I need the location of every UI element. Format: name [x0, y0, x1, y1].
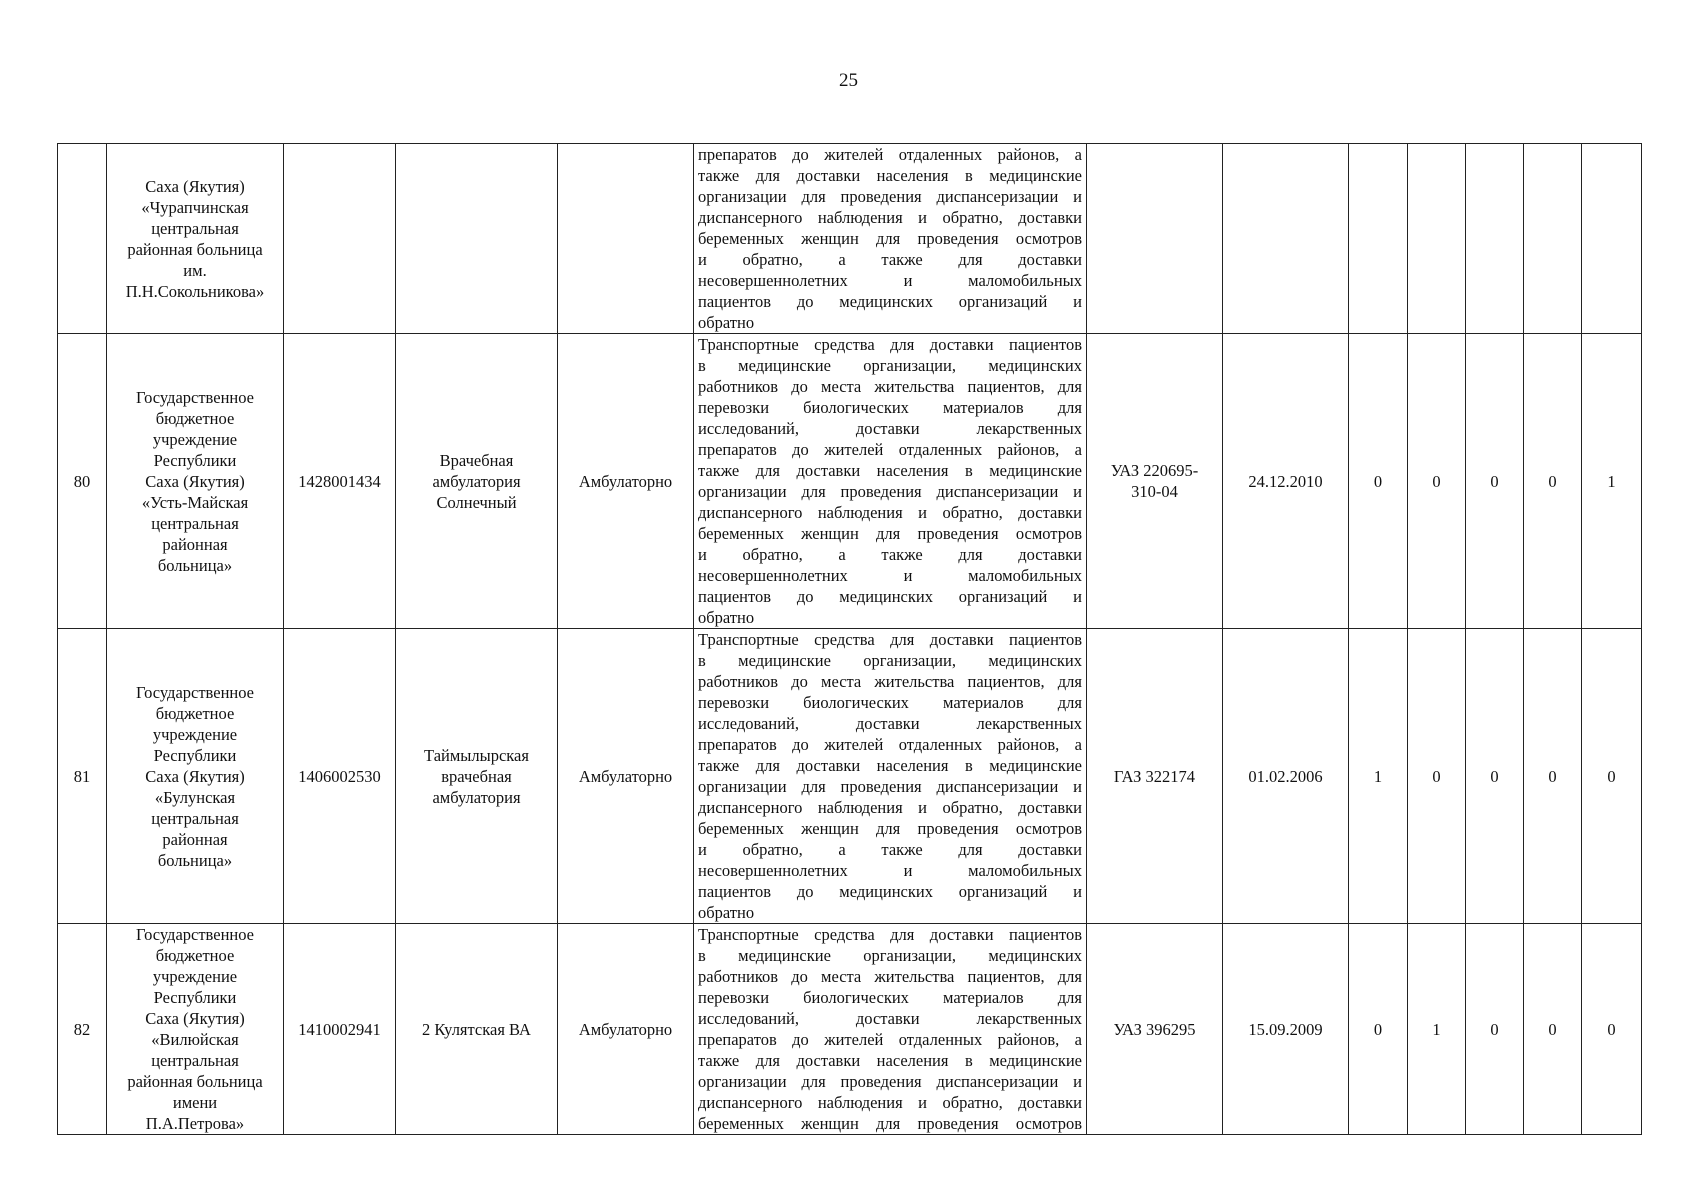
vehicle-date-cell: 01.02.2006 [1223, 629, 1349, 924]
purpose-line: также для доставки населения в медицинские [698, 1051, 1082, 1070]
count-cell: 0 [1524, 334, 1582, 629]
vehicle-model-cell: УАЗ 396295 [1087, 924, 1223, 1135]
purpose-cell [694, 334, 1087, 629]
purpose-line: также для доставки населения в медицинские [698, 756, 1082, 775]
count-cell [1582, 144, 1642, 334]
count-cell: 1 [1349, 629, 1408, 924]
unit-cell: Таймылырская врачебная амбулатория [396, 629, 558, 924]
purpose-line: организации для проведения диспансеризации и [698, 482, 1082, 501]
purpose-line: организации для проведения диспансеризации и [698, 777, 1082, 796]
purpose-line: исследований, доставки лекарственных [698, 419, 1082, 438]
purpose-line: и обратно, а также для доставки [698, 840, 1082, 859]
purpose-line: препаратов до жителей отдаленных районов, а [698, 145, 1082, 164]
purpose-line: в медицинские организации, медицинских [698, 946, 1082, 965]
purpose-line: Транспортные средства для доставки пациентов [698, 630, 1082, 649]
count-cell: 0 [1466, 629, 1524, 924]
count-cell: 0 [1349, 924, 1408, 1135]
purpose-line: исследований, доставки лекарственных [698, 1009, 1082, 1028]
inn-cell: 1410002941 [284, 924, 396, 1135]
count-cell: 0 [1408, 629, 1466, 924]
purpose-line: препаратов до жителей отдаленных районов, а [698, 735, 1082, 754]
table-row [58, 924, 1642, 1135]
purpose-line: беременных женщин для проведения осмотров [698, 229, 1082, 248]
count-cell [1408, 144, 1466, 334]
row-number-cell: 80 [58, 334, 107, 629]
count-cell [1349, 144, 1408, 334]
purpose-line: перевозки биологических материалов для [698, 398, 1082, 417]
count-cell: 0 [1349, 334, 1408, 629]
count-cell: 0 [1466, 334, 1524, 629]
vehicle-model-cell: УАЗ 220695- 310-04 [1087, 334, 1223, 629]
purpose-line: беременных женщин для проведения осмотров [698, 1114, 1082, 1133]
purpose-line: беременных женщин для проведения осмотров [698, 524, 1082, 543]
inn-cell: 1428001434 [284, 334, 396, 629]
purpose-line: перевозки биологических материалов для [698, 988, 1082, 1007]
care-type-cell: Амбулаторно [558, 924, 694, 1135]
row-number-cell: 81 [58, 629, 107, 924]
care-type-cell: Амбулаторно [558, 629, 694, 924]
vehicle-date-cell [1223, 144, 1349, 334]
vehicle-date-cell: 24.12.2010 [1223, 334, 1349, 629]
count-cell: 1 [1408, 924, 1466, 1135]
unit-cell: 2 Кулятская ВА [396, 924, 558, 1135]
purpose-line: пациентов до медицинских организаций и [698, 882, 1082, 901]
purpose-line: обратно [698, 608, 755, 627]
count-cell: 1 [1582, 334, 1642, 629]
row-number-cell: 82 [58, 924, 107, 1135]
purpose-line: несовершеннолетних и маломобильных [698, 271, 1082, 290]
organization-cell: Государственное бюджетное учреждение Республики Саха (Якутия) «Булунская центральная районная больница» [107, 629, 284, 924]
purpose-cell [694, 144, 1087, 334]
purpose-line: в медицинские организации, медицинских [698, 651, 1082, 670]
purpose-line: диспансерного наблюдения и обратно, доставки [698, 1093, 1082, 1112]
count-cell [1524, 144, 1582, 334]
table-row [58, 144, 1642, 334]
count-cell: 0 [1408, 334, 1466, 629]
organization-cell: Саха (Якутия) «Чурапчинская центральная районная больница им. П.Н.Сокольникова» [107, 144, 284, 334]
purpose-line: пациентов до медицинских организаций и [698, 292, 1082, 311]
table-row [58, 629, 1642, 924]
purpose-line: исследований, доставки лекарственных [698, 714, 1082, 733]
purpose-line: диспансерного наблюдения и обратно, доставки [698, 798, 1082, 817]
table-row [58, 334, 1642, 629]
vehicle-model-cell: ГАЗ 322174 [1087, 629, 1223, 924]
page-number: 25 [839, 70, 858, 91]
count-cell: 0 [1466, 924, 1524, 1135]
purpose-line: диспансерного наблюдения и обратно, доставки [698, 208, 1082, 227]
purpose-cell [694, 924, 1087, 1135]
purpose-line: Транспортные средства для доставки пациентов [698, 925, 1082, 944]
purpose-line: организации для проведения диспансеризации и [698, 1072, 1082, 1091]
purpose-line: работников до места жительства пациентов, для [698, 967, 1082, 986]
unit-cell: Врачебная амбулатория Солнечный [396, 334, 558, 629]
unit-cell [396, 144, 558, 334]
purpose-line: несовершеннолетних и маломобильных [698, 566, 1082, 585]
vehicle-date-cell: 15.09.2009 [1223, 924, 1349, 1135]
count-cell: 0 [1524, 629, 1582, 924]
purpose-line: также для доставки населения в медицинские [698, 166, 1082, 185]
purpose-line: несовершеннолетних и маломобильных [698, 861, 1082, 880]
count-cell: 0 [1582, 629, 1642, 924]
count-cell: 0 [1524, 924, 1582, 1135]
vehicle-table [57, 143, 1642, 1135]
care-type-cell [558, 144, 694, 334]
row-number-cell [58, 144, 107, 334]
purpose-line: диспансерного наблюдения и обратно, доставки [698, 503, 1082, 522]
purpose-line: пациентов до медицинских организаций и [698, 587, 1082, 606]
inn-cell: 1406002530 [284, 629, 396, 924]
purpose-line: также для доставки населения в медицинские [698, 461, 1082, 480]
purpose-cell [694, 629, 1087, 924]
purpose-line: и обратно, а также для доставки [698, 250, 1082, 269]
organization-cell: Государственное бюджетное учреждение Республики Саха (Якутия) «Усть-Майская центральная районная больница» [107, 334, 284, 629]
purpose-line: беременных женщин для проведения осмотров [698, 819, 1082, 838]
purpose-line: препаратов до жителей отдаленных районов, а [698, 440, 1082, 459]
purpose-line: в медицинские организации, медицинских [698, 356, 1082, 375]
count-cell [1466, 144, 1524, 334]
purpose-line: обратно [698, 313, 755, 332]
purpose-line: работников до места жительства пациентов, для [698, 377, 1082, 396]
purpose-line: обратно [698, 903, 755, 922]
purpose-line: и обратно, а также для доставки [698, 545, 1082, 564]
purpose-line: работников до места жительства пациентов, для [698, 672, 1082, 691]
care-type-cell: Амбулаторно [558, 334, 694, 629]
count-cell: 0 [1582, 924, 1642, 1135]
purpose-line: перевозки биологических материалов для [698, 693, 1082, 712]
purpose-line: Транспортные средства для доставки пациентов [698, 335, 1082, 354]
purpose-line: препаратов до жителей отдаленных районов, а [698, 1030, 1082, 1049]
inn-cell [284, 144, 396, 334]
purpose-line: организации для проведения диспансеризации и [698, 187, 1082, 206]
vehicle-model-cell [1087, 144, 1223, 334]
organization-cell: Государственное бюджетное учреждение Республики Саха (Якутия) «Вилюйская центральная районная больница имени П.А.Петрова» [107, 924, 284, 1135]
